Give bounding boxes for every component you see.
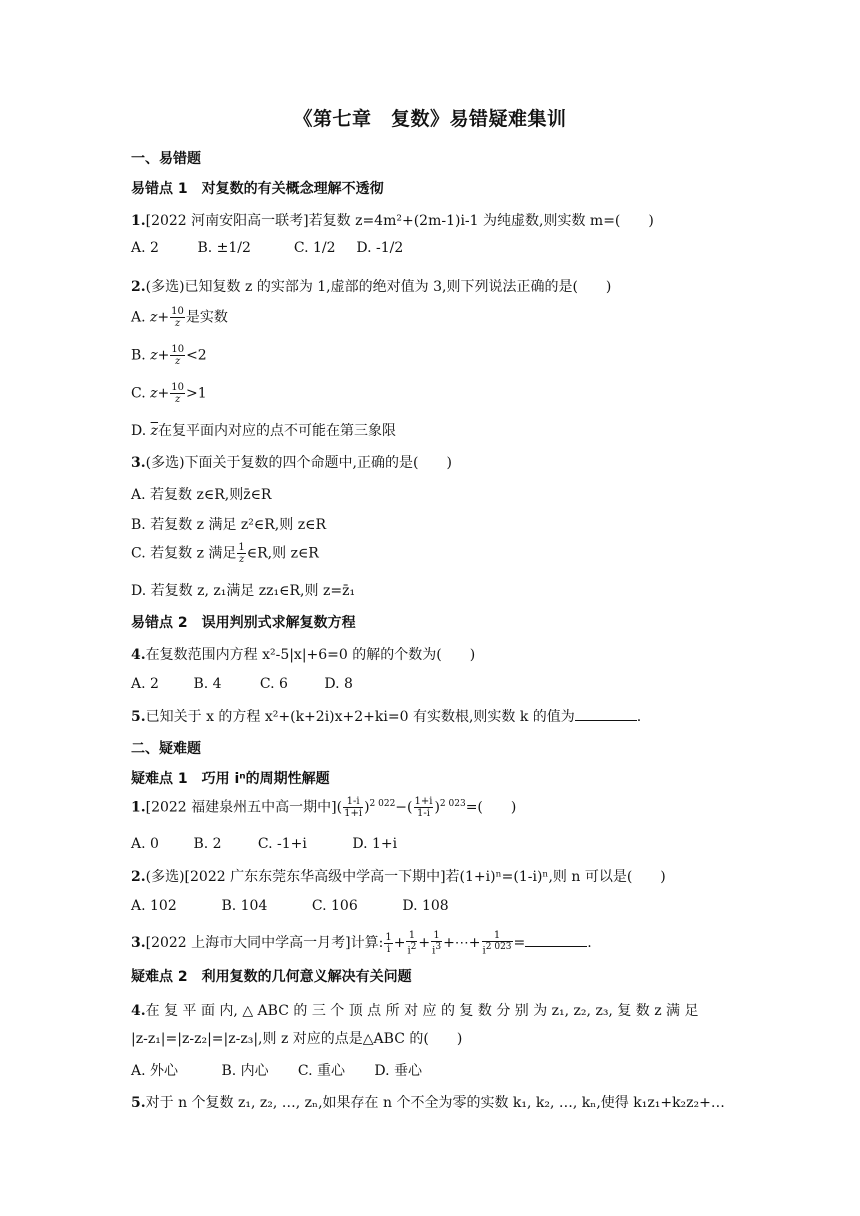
option-d: D. 108 [402, 898, 449, 914]
question-5 [131, 706, 641, 726]
option-a: A. 外心 [131, 1063, 179, 1079]
point-heading-1: 易错点 1 对复数的有关概念理解不透彻 [131, 181, 384, 197]
question-1 [131, 210, 654, 230]
question-3 [131, 452, 452, 472]
question-2-option-c: C. z+ $\frac{10}{z}$ >1 [131, 382, 207, 405]
option-d: D. 垂心 [374, 1063, 422, 1079]
option-text: ∈R,则 z∈R [246, 545, 319, 562]
section-heading-difficult: 二、疑难题 [131, 741, 201, 757]
answer-blank[interactable] [525, 934, 587, 947]
question-stem: 对于 n 个复数 z₁, z₂, …, zₙ,如果存在 n 个不全为零的实数 k₁, k₂, …, kₙ,使得 k₁z₁+k₂z₂+… [145, 1095, 725, 1111]
option-b: B. 内心 [221, 1063, 269, 1079]
question-tail: =( ) [465, 799, 517, 816]
hard-question-5 [131, 1092, 725, 1112]
option-a: A. 2 [131, 676, 159, 692]
option-text: 是实数 [185, 309, 228, 326]
hard-question-4-options [131, 1060, 422, 1080]
page-title: 《第七章 复数》易错疑难集训 [293, 108, 567, 130]
option-b: B. 104 [221, 898, 268, 914]
question-number: 4. [131, 1003, 146, 1019]
question-stem: (多选)已知复数 z 的实部为 1,虚部的绝对值为 3,则下列说法正确的是( ) [145, 279, 612, 295]
point-heading-4: 疑难点 2 利用复数的几何意义解决有关问题 [131, 969, 412, 985]
option-d: D. 1+i [352, 836, 398, 852]
hard-question-3: 3.[2022 上海市大同中学高一月考]计算: $\frac{1}{i}$ + $\frac{1}{i^2}$ + $\frac{1}{i^3}$ +⋯+ $\frac{1}{i^{2 023}}$ = . [131, 930, 592, 957]
question-number: 5. [131, 1095, 146, 1111]
question-3-option-c: C. 若复数 z 满足 $\frac{1}{z}$ ∈R,则 z∈R [131, 542, 319, 565]
option-text: C. 若复数 z 满足 [131, 545, 237, 562]
period: . [636, 709, 642, 725]
question-stem: 在复数范围内方程 x²-5|x|+6=0 的解的个数为( ) [145, 647, 476, 663]
question-4-options [131, 676, 353, 692]
question-number: 3. [131, 455, 146, 471]
section-heading-easy-mistakes: 一、易错题 [131, 151, 201, 167]
question-3-option-b: B. 若复数 z 满足 z²∈R,则 z∈R [131, 517, 326, 533]
option-c: C. 1/2 [293, 240, 336, 256]
hard-question-1-options [131, 836, 397, 852]
hard-question-2 [131, 866, 666, 886]
question-number: 2. [131, 869, 146, 885]
option-text: 在复平面内对应的点不可能在第三象限 [158, 423, 397, 439]
question-stem: 已知关于 x 的方程 x²+(k+2i)x+2+ki=0 有实数根,则实数 k 的值为 [145, 709, 575, 725]
option-c: C. 106 [311, 898, 358, 914]
question-2-option-d: D. $\overline{z}$在复平面内对应的点不可能在第三象限 [131, 423, 397, 439]
question-2 [131, 276, 611, 296]
option-c: C. 重心 [297, 1063, 346, 1079]
hard-question-2-options [131, 898, 449, 914]
question-number: 2. [131, 279, 146, 295]
question-stem: (多选)下面关于复数的四个命题中,正确的是( ) [145, 455, 452, 471]
question-number: 3. [131, 935, 146, 952]
option-b: B. 2 [193, 836, 222, 852]
option-b: B. ±1/2 [197, 240, 251, 256]
question-number: 5. [131, 709, 146, 725]
option-text: <2 [186, 347, 207, 364]
period: . [587, 935, 592, 952]
option-d: D. 8 [324, 676, 353, 692]
question-3-option-d: D. 若复数 z, z₁满足 zz₁∈R,则 z=z̄₁ [131, 583, 356, 599]
question-stem: 在 复 平 面 内, △ ABC 的 三 个 顶 点 所 对 应 的 复 数 分 别 为 z₁, z₂, z₃, 复 数 z 满 足 [145, 1003, 699, 1019]
option-text: >1 [185, 385, 207, 402]
question-2-option-b: B. z+ $\frac{10}{z}$ <2 [131, 344, 207, 367]
question-1-options [131, 240, 403, 256]
question-number: 1. [131, 799, 146, 816]
question-stem: [2022 上海市大同中学高一月考]计算: [145, 935, 384, 952]
question-number: 1. [131, 213, 146, 229]
hard-question-4 [131, 1000, 699, 1020]
point-heading-3: 疑难点 1 巧用 iⁿ的周期性解题 [131, 771, 330, 787]
point-heading-2: 易错点 2 误用判别式求解复数方程 [131, 615, 356, 631]
option-a: A. 0 [131, 836, 159, 852]
option-c: C. -1+i [257, 836, 307, 852]
question-3-option-a: A. 若复数 z∈R,则z̄∈R [131, 487, 272, 503]
option-d: D. -1/2 [356, 240, 404, 256]
option-b: B. 4 [193, 676, 222, 692]
option-c: C. 6 [259, 676, 288, 692]
question-number: 4. [131, 647, 146, 663]
question-stem: [2022 河南安阳高一联考]若复数 z=4m²+(2m-1)i-1 为纯虚数,则实数 m=( ) [145, 213, 654, 229]
option-a: A. 2 [131, 240, 159, 256]
question-stem: (多选)[2022 广东东莞东华高级中学高一下期中]若(1+i)ⁿ=(1-i)ⁿ,则 n 可以是( ) [145, 869, 666, 885]
hard-question-1: 1.[2022 福建泉州五中高一期中]( $\frac{1-i}{1+i}$ )$^{2 022}$−( $\frac{1+i}{1-i}$ )$^{2 023}$=( ) [131, 796, 517, 819]
hard-question-4-stem-cont: |z-z₁|=|z-z₂|=|z-z₃|,则 z 对应的点是△ABC 的( ) [131, 1031, 463, 1047]
question-stem: [2022 福建泉州五中高一期中] [145, 799, 337, 816]
question-4 [131, 644, 475, 664]
answer-blank[interactable] [575, 708, 637, 721]
option-a: A. 102 [131, 898, 177, 914]
question-2-option-a: A. z+ $\frac{10}{z}$ 是实数 [131, 306, 228, 329]
